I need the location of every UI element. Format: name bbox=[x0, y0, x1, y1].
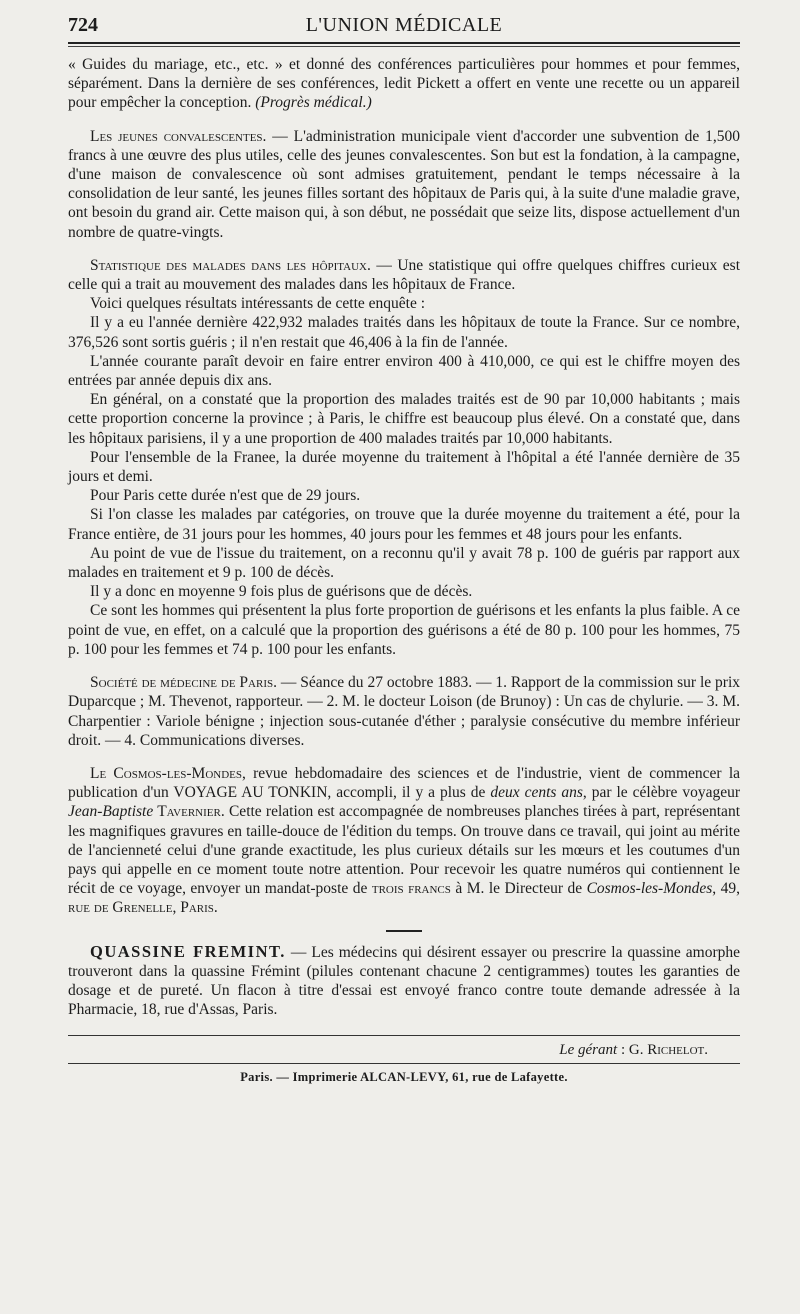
journal-title: L'UNION MÉDICALE bbox=[305, 14, 503, 36]
paragraph-societe-medecine: Société de médecine de Paris. — Séance du 27 octobre 1883. — 1. Rapport de la commission sur le prix Duparcque ; M. Thevenot, rapporteur. — 2. M. le docteur Loison (de Brunoy) : Un cas de chylurie. — 3. M. Charpentier : Variole bénigne ; injection sous-cutanée d'éther ; paralysie consécutive du membre inférieur droit. — 4. Communications diverses. bbox=[68, 674, 740, 749]
paragraph-ensemble-france: Pour l'ensemble de la Franee, la durée moyenne du traitement à l'hôpital a été l'année dernière de 35 jours et demi. bbox=[68, 448, 740, 486]
paragraph-moyenne: Il y a donc en moyenne 9 fois plus de guérisons que de décès. bbox=[90, 583, 473, 601]
paragraph-quassine: QUASSINE FREMINT. — Les médecins qui désirent essayer ou prescrire la quassine amorphe trouveront dans la quassine Frémint (pilules contenant chacune 2 centigrammes) toutes les garanties de dosage et de pureté. Un flacon à titre d'essai est envoyé franco contre toute demande adressée à la Pharmacie, 18, rue d'Assas, Paris. bbox=[68, 941, 740, 1019]
footer-rule-lower bbox=[68, 1063, 740, 1064]
quassine-title: QUASSINE FREMINT. bbox=[90, 941, 286, 961]
paragraph-paris: Pour Paris cette durée n'est que de 29 jours. bbox=[90, 487, 361, 505]
paragraph-annee-courante: L'année courante paraît devoir en faire entrer environ 400 à 410,000, ce qui est le chiffre moyen des entrées par année depuis dix ans. bbox=[68, 352, 740, 390]
paragraph-annee-derniere: Il y a eu l'année dernière 422,932 malades traités dans les hôpitaux de toute la France. Sur ce nombre, 376,526 sont sortis guéris ; il n'en restait que 46,406 à la fin de l'année. bbox=[68, 314, 740, 351]
printer-imprint: Paris. — Imprimerie ALCAN-LEVY, 61, rue de Lafayette. bbox=[240, 1070, 568, 1085]
section-lead-cosmos: Le Cosmos-les-Mondes, bbox=[90, 764, 246, 782]
header-rule bbox=[68, 46, 740, 47]
section-divider bbox=[386, 930, 422, 932]
footer-rule bbox=[68, 1035, 740, 1036]
gerant-label: Le gérant bbox=[559, 1042, 618, 1059]
paragraph-issue-traitement: Au point de vue de l'issue du traitement, on a reconnu qu'il y avait 78 p. 100 de guéris par rapport aux malades en traitement et 9 p. 100 de décès. bbox=[68, 544, 740, 582]
page-number: 724 bbox=[68, 14, 98, 36]
section-lead-statistique: Statistique des malades dans les hôpitaux. bbox=[90, 256, 371, 274]
section-lead-societe: Société de médecine de Paris. bbox=[90, 674, 277, 692]
paragraph-cosmos: Le Cosmos-les-Mondes, revue hebdomadaire des sciences et de l'industrie, vient de commencer la publication d'un VOYAGE AU TONKIN, accompli, il y a plus de deux cents ans, par le célèbre voyageur Jean-Baptiste Tavernier. Cette relation est accompagnée de nombreuses planches tirées à part, représentant les magnifiques gravures en taille-douce de l'édition du temps. On trouve dans ce travail, qui joint au mérite de l'ancienneté celui d'une grande exactitude, les plus curieux détails sur les mœurs et les coutumes d'un pays qui appelle en ce moment toute notre attention. Pour recevoir les quatre numéros qui contiennent le récit de ce voyage, envoyer un mandat-poste de trois francs à M. le Directeur de Cosmos-les-Mondes, 49, rue de Grenelle, Paris. bbox=[68, 764, 741, 917]
paragraph-hommes-enfants: Ce sont les hommes qui présentent la plus forte proportion de guérisons et les enfants la plus faible. A ce point de vue, en effet, on a calculé que la proportion des guérisons a été de 80 p. 100 pour les hommes, 75 p. 100 pour les femmes et 74 p. 100 pour les enfants. bbox=[68, 602, 740, 658]
paragraph-statistique: Statistique des malades dans les hôpitaux. — Une statistique qui offre quelques chiffres curieux est celle qui a trait au mouvement des malades dans les hôpitaux de France. bbox=[68, 256, 740, 294]
paragraph-jeunes-convalescentes: Les jeunes convalescentes. — L'administration municipale vient d'accorder une subvention de 1,500 francs à une œuvre des plus utiles, celle des jeunes convalescentes. Son but est la fondation, à la campagne, d'une maison de convalescence où sont admises gratuitement, pendant le temps nécessaire à la consolidation de leur santé, les jeunes filles sortant des hôpitaux de Paris qui, à la suite d'une maladie grave, ont besoin du grand air. Cette maison qui, à son début, ne possédait que seize lits, dispose actuellement d'un nombre de quatre-vingts. bbox=[68, 127, 741, 241]
paragraph-resultats: Voici quelques résultats intéressants de cette enquête : bbox=[90, 295, 426, 313]
paragraph-en-general: En général, on a constaté que la proportion des malades traités est de 90 par 10,000 habitants ; mais cette proportion concerne la province ; à Paris, le chiffre est beaucoup plus élevé. On a constaté que, dans les hôpitaux parisiens, il y a une proportion de 400 malades traités par 10,000 habitants. bbox=[68, 391, 740, 447]
gerant-name: G. Richelot. bbox=[628, 1042, 708, 1059]
page-header bbox=[68, 14, 740, 44]
section-lead-convalescentes: Les jeunes convalescentes. bbox=[90, 127, 267, 145]
paragraph-categories: Si l'on classe les malades par catégories, on trouve que la durée moyenne du traitement a été, pour la France entière, de 31 jours pour les hommes, 40 jours pour les femmes et 48 jours pour les enfants. bbox=[68, 506, 740, 543]
source-progres-medical: (Progrès médical.) bbox=[255, 94, 372, 112]
gerant-signature: Le gérant : G. Richelot. bbox=[559, 1042, 708, 1059]
paragraph-guides: « Guides du mariage, etc., etc. » et donné des conférences particulières pour hommes et pour femmes, séparément. Dans la dernière de ses conférences, ledit Pickett a offert en vente une recette ou un appareil pour empêcher la conception. (Progrès médical.) bbox=[68, 56, 740, 112]
